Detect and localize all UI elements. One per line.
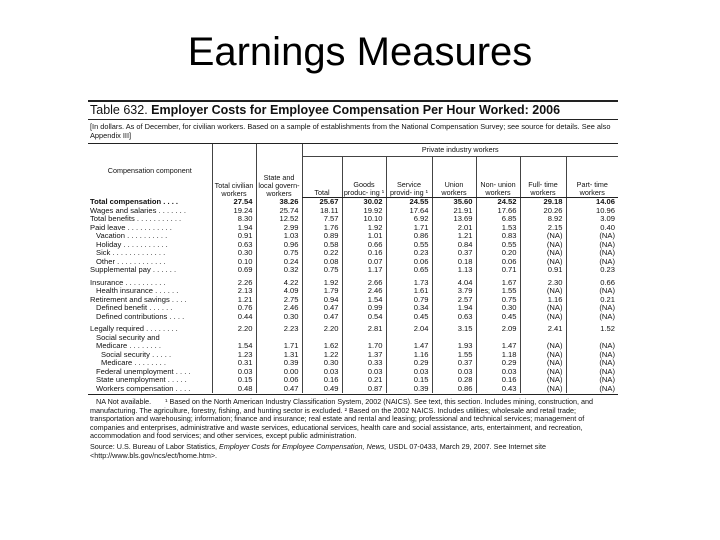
cell-value: 20.26: [520, 207, 566, 216]
cell-value: 0.79: [386, 296, 432, 305]
cell-value: 1.94: [432, 304, 476, 313]
cell-value: 1.47: [386, 342, 432, 351]
cell-value: 1.16: [520, 296, 566, 305]
cell-value: 0.96: [256, 241, 302, 250]
cell-value: 0.15: [212, 376, 256, 385]
cell-value: 1.93: [432, 342, 476, 351]
cell-value: 0.29: [476, 359, 520, 368]
cell-value: (NA): [520, 342, 566, 351]
cell-value: 0.75: [476, 296, 520, 305]
table-row: [88, 359, 618, 368]
cell-value: 1.31: [256, 351, 302, 360]
cell-value: 1.55: [432, 351, 476, 360]
cell-value: 1.16: [386, 351, 432, 360]
cell-value: 0.03: [386, 368, 432, 377]
footnote-1: ¹ Based on the North American Industry Classification System, 2002 (NAICS). See text, this section. Includes mining, construction, and manufacturing. The agriculture, forestry, fishing, and hunting sector is excluded. ² Based on the 2002 NAICS. Includes utilities; wholesale and retail trade; transportation and warehousing; information; finance and insurance; real estate and rental and leasing; professional and technical services; management of companies and enterprises, administrative and waste services, educational services, health care and social assistance, arts, entertainment, and recreation, accommodation and food services; and other services, except public administration.: [90, 397, 593, 441]
cell-value: (NA): [520, 287, 566, 296]
cell-value: 0.37: [432, 359, 476, 368]
cell-value: 0.63: [212, 241, 256, 250]
cell-value: 2.23: [256, 321, 302, 334]
table-number: Table 632.: [90, 103, 148, 117]
cell-value: 0.15: [386, 376, 432, 385]
cell-value: 0.47: [256, 385, 302, 394]
cell-value: 0.48: [212, 385, 256, 394]
cell-value: (NA): [566, 359, 618, 368]
cell-value: 25.74: [256, 207, 302, 216]
table-row: [88, 368, 618, 377]
cell-value: 2.20: [212, 321, 256, 334]
cell-value: 13.69: [432, 215, 476, 224]
source-prefix: Source: U.S. Bureau of Labor Statistics,: [90, 441, 218, 451]
table-title: Employer Costs for Employee Compensation Per Hour Worked: 2006: [151, 103, 561, 117]
row-label: Wages and salaries . . . . . . .: [90, 206, 186, 215]
cell-value: 1.71: [256, 342, 302, 351]
cell-value: 0.10: [212, 258, 256, 267]
cell-value: 0.66: [566, 275, 618, 288]
cell-value: 1.22: [302, 351, 342, 360]
cell-value: 2.20: [302, 321, 342, 334]
cell-value: 2.57: [432, 296, 476, 305]
cell-value: 4.09: [256, 287, 302, 296]
cell-value: 0.08: [302, 258, 342, 267]
cell-value: 0.22: [302, 249, 342, 258]
cell-value: 0.65: [386, 266, 432, 275]
cell-value: 1.94: [212, 224, 256, 233]
cell-value: 0.47: [302, 304, 342, 313]
row-label: Total compensation . . . .: [90, 197, 179, 206]
cell-value: 0.45: [476, 313, 520, 322]
cell-value: 0.94: [302, 296, 342, 305]
table-row: [88, 334, 618, 343]
row-label: Legally required . . . . . . . .: [90, 324, 178, 333]
cell-value: 1.70: [342, 342, 386, 351]
cell-value: 0.66: [342, 241, 386, 250]
cell-value: 0.28: [432, 376, 476, 385]
cell-value: 0.44: [212, 313, 256, 322]
cell-value: 0.30: [212, 249, 256, 258]
cell-value: (NA): [566, 249, 618, 258]
cell-value: 7.57: [302, 215, 342, 224]
cell-value: 0.89: [302, 232, 342, 241]
cell-value: 8.30: [212, 215, 256, 224]
row-label: Other . . . . . . . . . . . .: [96, 257, 166, 266]
cell-value: (NA): [520, 232, 566, 241]
cell-value: (NA): [566, 258, 618, 267]
cell-value: 0.30: [476, 304, 520, 313]
table-header: [88, 144, 618, 198]
cell-value: 0.91: [520, 266, 566, 275]
col-header: Total civilian workers: [212, 144, 256, 198]
cell-value: 0.54: [342, 313, 386, 322]
cell-value: 2.26: [212, 275, 256, 288]
cell-value: 1.76: [302, 224, 342, 233]
cell-value: 0.31: [212, 359, 256, 368]
cell-value: (NA): [566, 232, 618, 241]
cell-value: 25.67: [302, 198, 342, 207]
cell-value: 29.18: [520, 198, 566, 207]
cell-value: (NA): [566, 368, 618, 377]
table-row: [88, 296, 618, 305]
col-header: Non- union workers: [476, 157, 520, 198]
cell-value: (NA): [520, 258, 566, 267]
cell-value: 38.26: [256, 198, 302, 207]
cell-value: 1.17: [342, 266, 386, 275]
cell-value: 0.63: [432, 313, 476, 322]
table-row: [88, 215, 618, 224]
row-label: Federal unemployment . . . .: [96, 367, 191, 376]
cell-value: 1.92: [302, 275, 342, 288]
cell-value: 0.39: [256, 359, 302, 368]
row-label: Workers compensation . . . .: [96, 384, 191, 393]
cell-value: 0.86: [432, 385, 476, 394]
cell-value: 0.07: [342, 258, 386, 267]
cell-value: 14.06: [566, 198, 618, 207]
cell-value: 0.45: [386, 313, 432, 322]
cell-value: 4.22: [256, 275, 302, 288]
cell-value: 2.15: [520, 224, 566, 233]
cell-value: 2.09: [476, 321, 520, 334]
row-label: Holiday . . . . . . . . . . .: [96, 240, 168, 249]
cell-value: (NA): [566, 313, 618, 322]
table-row: [88, 224, 618, 233]
cell-value: (NA): [566, 241, 618, 250]
footnotes: [88, 394, 618, 441]
cell-value: 1.18: [476, 351, 520, 360]
cell-value: (NA): [566, 376, 618, 385]
cell-value: 0.16: [342, 249, 386, 258]
row-label: Defined contributions . . . .: [96, 312, 185, 321]
row-label: Social security . . . . .: [101, 350, 172, 359]
table-row: [88, 342, 618, 351]
source-note: [88, 441, 618, 460]
cell-value: 0.03: [342, 368, 386, 377]
cell-value: 17.64: [386, 207, 432, 216]
cell-value: 2.01: [432, 224, 476, 233]
table-row: [88, 232, 618, 241]
cell-value: 30.02: [342, 198, 386, 207]
cell-value: 0.69: [212, 266, 256, 275]
cell-value: 0.33: [342, 359, 386, 368]
cell-value: 2.75: [256, 296, 302, 305]
compensation-table: [88, 144, 618, 393]
cell-value: 0.24: [256, 258, 302, 267]
col-header: Total: [302, 157, 342, 198]
table-row: [88, 376, 618, 385]
cell-value: 0.34: [386, 304, 432, 313]
cell-value: 0.91: [212, 232, 256, 241]
row-label: Retirement and savings . . . .: [90, 295, 187, 304]
cell-value: 8.92: [520, 215, 566, 224]
cell-value: 0.32: [256, 266, 302, 275]
row-label: Paid leave . . . . . . . . . . .: [90, 223, 172, 232]
cell-value: 0.06: [386, 258, 432, 267]
table-row: [88, 321, 618, 334]
cell-value: 0.20: [476, 249, 520, 258]
cell-value: 0.84: [432, 241, 476, 250]
col-header: Union workers: [432, 157, 476, 198]
cell-value: 0.39: [386, 385, 432, 394]
cell-value: 0.58: [302, 241, 342, 250]
table-row: [88, 198, 618, 207]
cell-value: 35.60: [432, 198, 476, 207]
cell-value: 1.73: [386, 275, 432, 288]
cell-value: 10.10: [342, 215, 386, 224]
table-row: [88, 304, 618, 313]
cell-value: (NA): [520, 359, 566, 368]
cell-value: 3.15: [432, 321, 476, 334]
cell-value: 1.61: [386, 287, 432, 296]
cell-value: (NA): [566, 385, 618, 394]
table-row: [88, 207, 618, 216]
cell-value: 1.21: [432, 232, 476, 241]
cell-value: 1.13: [432, 266, 476, 275]
row-label: Health insurance . . . . . .: [96, 287, 179, 295]
cell-value: 1.54: [212, 342, 256, 351]
cell-value: 21.91: [432, 207, 476, 216]
row-label: State unemployment . . . . .: [96, 376, 187, 384]
cell-value: 0.37: [432, 249, 476, 258]
row-label: Vacation . . . . . . . . . .: [96, 232, 168, 240]
cell-value: 1.62: [302, 342, 342, 351]
cell-value: 2.81: [342, 321, 386, 334]
col-header: Service provid- ing ¹: [386, 157, 432, 198]
cell-value: (NA): [566, 342, 618, 351]
cell-value: (NA): [520, 376, 566, 385]
footnote-na: NA Not available.: [96, 397, 152, 406]
cell-value: 0.43: [476, 385, 520, 394]
cell-value: 1.21: [212, 296, 256, 305]
cell-value: 1.55: [476, 287, 520, 296]
table-row: [88, 287, 618, 296]
cell-value: 1.71: [386, 224, 432, 233]
table-body: [88, 198, 618, 394]
row-label: Social security and: [96, 333, 160, 342]
table-row: [88, 351, 618, 360]
cell-value: 19.92: [342, 207, 386, 216]
table-row: [88, 385, 618, 394]
cell-value: 2.13: [212, 287, 256, 296]
cell-value: 1.53: [476, 224, 520, 233]
source-title: Employer Costs for Employee Compensation, News,: [219, 441, 387, 451]
cell-value: (NA): [520, 241, 566, 250]
row-label: Medicare . . . . . . . .: [96, 342, 161, 350]
cell-value: (NA): [520, 385, 566, 394]
cell-value: 19.24: [212, 207, 256, 216]
cell-value: 0.40: [566, 224, 618, 233]
col-header: Part- time workers: [566, 157, 618, 198]
cell-value: (NA): [520, 249, 566, 258]
cell-value: 0.86: [386, 232, 432, 241]
cell-value: 2.30: [520, 275, 566, 288]
col-header: State and local govern- workers: [256, 144, 302, 198]
cell-value: 0.30: [256, 313, 302, 322]
cell-value: (NA): [566, 351, 618, 360]
group-header: Private industry workers: [302, 144, 618, 157]
row-label: Medicare . . . . . . . .: [101, 359, 166, 367]
cell-value: 0.29: [386, 359, 432, 368]
slide-title: Earnings Measures: [187, 30, 533, 74]
cell-value: 0.03: [212, 368, 256, 377]
cell-value: (NA): [520, 368, 566, 377]
cell-value: 6.92: [386, 215, 432, 224]
cell-value: 4.04: [432, 275, 476, 288]
table-row: [88, 258, 618, 267]
cell-value: 0.00: [256, 368, 302, 377]
cell-value: 1.52: [566, 321, 618, 334]
stub-header: Compensation component: [107, 165, 192, 175]
cell-value: 0.83: [476, 232, 520, 241]
cell-value: 6.85: [476, 215, 520, 224]
cell-value: 0.71: [476, 266, 520, 275]
cell-value: 17.66: [476, 207, 520, 216]
cell-value: 1.79: [302, 287, 342, 296]
cell-value: (NA): [566, 287, 618, 296]
cell-value: 24.52: [476, 198, 520, 207]
cell-value: 18.11: [302, 207, 342, 216]
cell-value: 3.79: [432, 287, 476, 296]
table-title-bar: [88, 100, 618, 120]
cell-value: 0.30: [302, 359, 342, 368]
cell-value: 0.06: [256, 376, 302, 385]
cell-value: 0.18: [432, 258, 476, 267]
cell-value: 2.46: [256, 304, 302, 313]
row-label: Defined benefit . . . . . .: [96, 304, 173, 312]
table-row: [88, 241, 618, 250]
row-label: Insurance . . . . . . . . . .: [90, 277, 166, 287]
table-row: [88, 266, 618, 275]
table-row: [88, 313, 618, 322]
cell-value: 0.99: [342, 304, 386, 313]
cell-value: 0.21: [566, 296, 618, 305]
cell-value: 0.55: [476, 241, 520, 250]
cell-value: 2.99: [256, 224, 302, 233]
cell-value: 1.23: [212, 351, 256, 360]
cell-value: 0.75: [256, 249, 302, 258]
cell-value: 0.49: [302, 385, 342, 394]
cell-value: 0.55: [386, 241, 432, 250]
cell-value: 0.75: [302, 266, 342, 275]
col-header: Full- time workers: [520, 157, 566, 198]
cell-value: (NA): [520, 304, 566, 313]
cell-value: 12.52: [256, 215, 302, 224]
cell-value: (NA): [566, 304, 618, 313]
table-document: [88, 100, 618, 460]
cell-value: 2.46: [342, 287, 386, 296]
cell-value: (NA): [520, 351, 566, 360]
row-label: Supplemental pay . . . . . .: [90, 266, 177, 274]
cell-value: 0.87: [342, 385, 386, 394]
cell-value: 3.09: [566, 215, 618, 224]
cell-value: 2.66: [342, 275, 386, 288]
cell-value: 2.41: [520, 321, 566, 334]
cell-value: 0.16: [302, 376, 342, 385]
cell-value: 0.76: [212, 304, 256, 313]
cell-value: 1.67: [476, 275, 520, 288]
cell-value: 0.23: [566, 266, 618, 275]
table-row: [88, 275, 618, 288]
cell-value: 1.37: [342, 351, 386, 360]
table-headnote: [In dollars. As of December, for civilian workers. Based on a sample of establishments from the National Compensation Survey; see source for details. See also Appendix III]: [88, 120, 618, 144]
cell-value: (NA): [520, 313, 566, 322]
cell-value: 10.96: [566, 207, 618, 216]
source-suffix: USDL 07-0433, March 29, 2007. See Internet site <http://www.bls.gov/ncs/ect/home.htm>.: [90, 441, 546, 460]
cell-value: 0.21: [342, 376, 386, 385]
cell-value: 1.92: [342, 224, 386, 233]
cell-value: 2.04: [386, 321, 432, 334]
cell-value: 27.54: [212, 198, 256, 207]
row-label: Total benefits . . . . . . . . . . .: [90, 215, 182, 223]
cell-value: 1.03: [256, 232, 302, 241]
col-header: Goods produc- ing ¹: [342, 157, 386, 198]
cell-value: 24.55: [386, 198, 432, 207]
cell-value: 0.03: [432, 368, 476, 377]
cell-value: 0.16: [476, 376, 520, 385]
cell-value: 0.03: [302, 368, 342, 377]
table-row: [88, 249, 618, 258]
cell-value: 0.23: [386, 249, 432, 258]
row-label: Sick . . . . . . . . . . . . .: [96, 249, 166, 257]
cell-value: 0.47: [302, 313, 342, 322]
cell-value: 1.01: [342, 232, 386, 241]
cell-value: 0.06: [476, 258, 520, 267]
cell-value: 1.47: [476, 342, 520, 351]
cell-value: 1.54: [342, 296, 386, 305]
cell-value: 0.03: [476, 368, 520, 377]
